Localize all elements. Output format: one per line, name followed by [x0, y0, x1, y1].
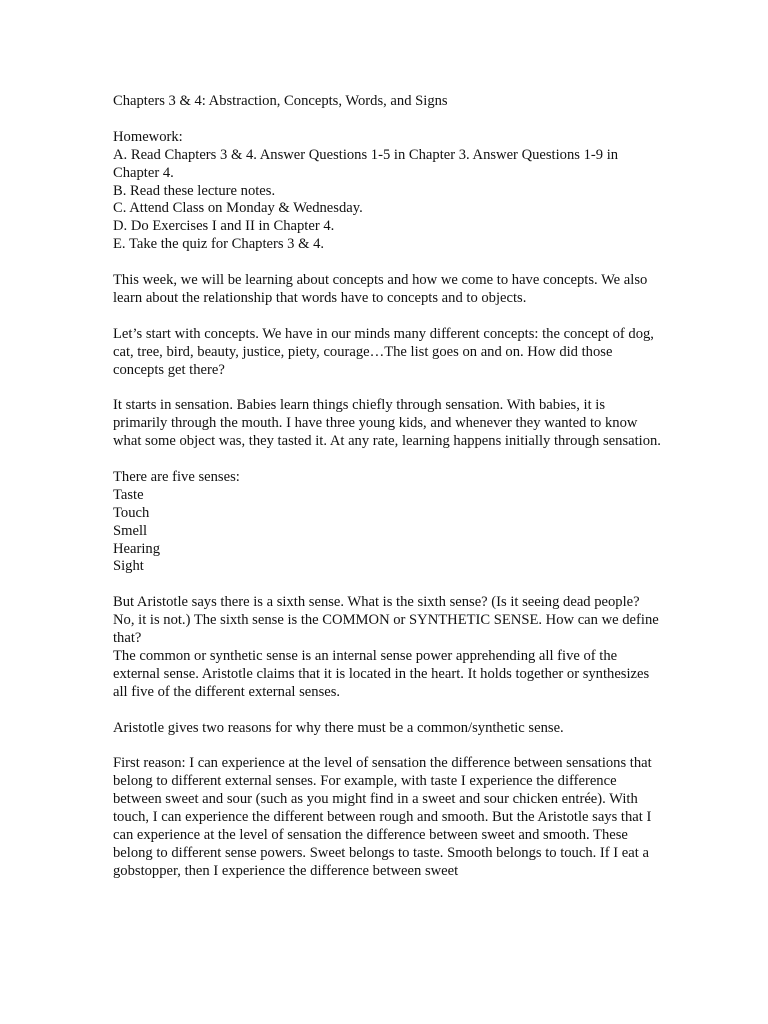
concepts-paragraph: Let’s start with concepts. We have in our minds many different concepts: the concept of dog, cat, tree, bird, beauty, justice, piety, courage…The list goes on and on. How did those concepts get there?	[113, 325, 654, 378]
sense-item-sight: Sight	[113, 558, 144, 575]
sense-item-taste: Taste	[113, 486, 144, 503]
senses-heading: There are five senses:	[113, 468, 240, 485]
first-reason-paragraph: First reason: I can experience at the level of sensation the difference between sensations that belong to different external senses. For example, with taste I experience the difference between sweet and sour (such as you might find in a sweet and sour chicken entrée). With touch, I can experience the different between rough and smooth. But the Aristotle says that I can experience at the level of sensation the difference between sweet and smooth. These belong to different sense powers. Sweet belongs to taste. Smooth belongs to touch. If I eat a gobstopper, then I experience the difference between sweet	[113, 755, 652, 879]
homework-item-d: D. Do Exercises I and II in Chapter 4.	[113, 218, 335, 235]
two-reasons-paragraph: Aristotle gives two reasons for why there must be a common/synthetic sense.	[113, 719, 564, 736]
document-page	[113, 93, 661, 899]
homework-item-b: B. Read these lecture notes.	[113, 182, 276, 199]
senses-list	[113, 469, 661, 576]
document-title: Chapters 3 & 4: Abstraction, Concepts, Words, and Signs	[113, 93, 448, 109]
homework-item-c: C. Attend Class on Monday & Wednesday.	[113, 200, 363, 217]
intro-paragraph: This week, we will be learning about concepts and how we come to have concepts. We also learn about the relationship that words have to concepts and to objects.	[113, 272, 648, 306]
homework-section	[113, 129, 661, 254]
sensation-paragraph: It starts in sensation. Babies learn things chiefly through sensation. With babies, it is primarily through the mouth. I have three young kids, and whenever they wanted to know what some object was, they tasted it. At any rate, learning happens initially through sensation.	[113, 397, 661, 450]
homework-item-e: E. Take the quiz for Chapters 3 & 4.	[113, 236, 325, 253]
common-sense-definition: The common or synthetic sense is an internal sense power apprehending all five of the external sense. Aristotle claims that it is located in the heart. It holds together or synthesizes all five of the different external senses.	[113, 648, 650, 700]
homework-heading: Homework:	[113, 128, 183, 145]
sense-item-touch: Touch	[113, 504, 150, 521]
sense-item-hearing: Hearing	[113, 540, 161, 557]
sense-item-smell: Smell	[113, 522, 148, 539]
sixth-sense-section	[113, 594, 661, 701]
sixth-sense-paragraph: But Aristotle says there is a sixth sense. What is the sixth sense? (Is it seeing dead people? No, it is not.) The sixth sense is the COMMON or SYNTHETIC SENSE. How can we define that?	[113, 594, 659, 647]
homework-item-a: A. Read Chapters 3 & 4. Answer Questions 1-5 in Chapter 3. Answer Questions 1-9 in Chapter 4.	[113, 146, 619, 181]
